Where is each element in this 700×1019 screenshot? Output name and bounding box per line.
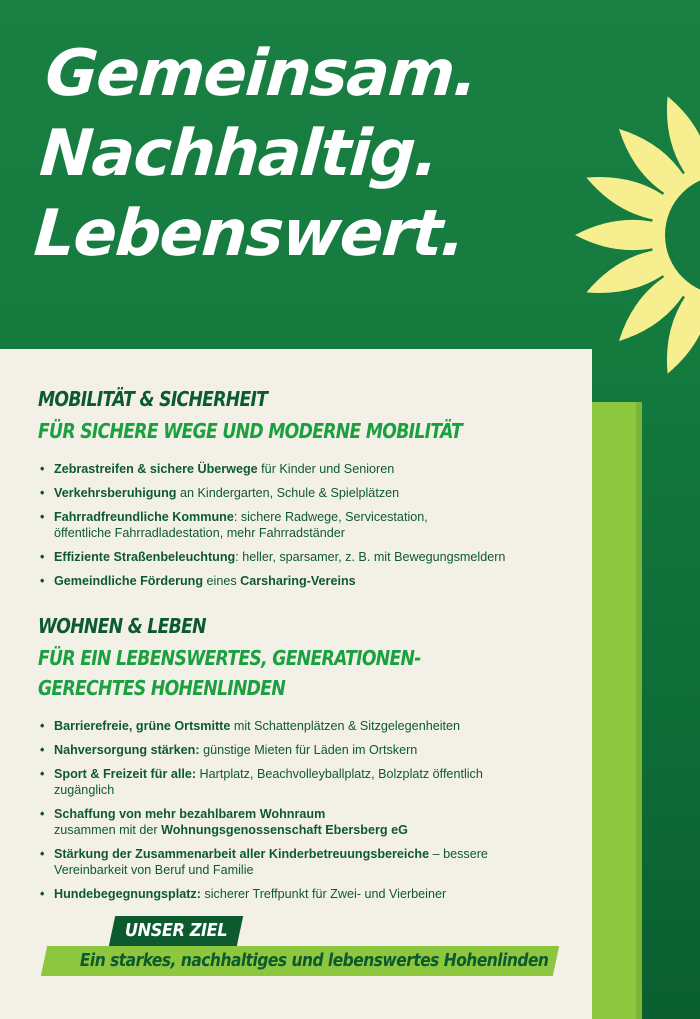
item-text: sicherer Treffpunkt für Zwei- und Vierbeiner xyxy=(200,887,447,901)
list-item xyxy=(38,806,568,838)
item-text: mit Schattenplätzen & Sitzgelegenheiten xyxy=(230,719,461,733)
item-text: Hartplatz, Beachvolleyballplatz, Bolzplatz öffentlich zugänglich xyxy=(54,767,483,797)
goal-text: Ein starkes, nachhaltiges und lebenswertes Hohenlinden xyxy=(79,950,549,971)
item-text: : sichere Radwege, Servicestation, öffentliche Fahrradladestation, mehr Fahrradständer xyxy=(54,510,428,540)
sunflower-logo-icon xyxy=(520,30,700,390)
list-item xyxy=(38,509,484,541)
item-bold: Gemeindliche Förderung xyxy=(54,574,204,588)
list-item xyxy=(38,886,568,902)
living-subtitle-1: FÜR EIN LEBENSWERTES, GENERATIONEN- xyxy=(38,646,421,670)
item-bold: Barrierefreie, grüne Ortsmitte xyxy=(54,719,231,733)
living-subtitle-2: GERECHTES HOHENLINDEN xyxy=(38,676,286,700)
goal-label-box xyxy=(109,916,243,946)
lime-accent-bar xyxy=(592,402,636,1019)
item-bold: Effiziente Straßenbeleuchtung xyxy=(54,550,236,564)
list-item xyxy=(38,718,568,734)
list-item xyxy=(38,461,568,477)
item-bold-2: Carsharing-Vereins xyxy=(240,574,356,588)
item-bold: Fahrradfreundliche Kommune xyxy=(54,510,234,524)
item-bold: Verkehrsberuhigung xyxy=(54,486,177,500)
item-text: an Kindergarten, Schule & Spielplätzen xyxy=(176,486,400,500)
item-text: für Kinder und Senioren xyxy=(257,462,395,476)
item-text: eines xyxy=(203,574,241,588)
item-bold: Schaffung von mehr bezahlbarem Wohnraum xyxy=(54,807,326,821)
item-bold: Zebrastreifen & sichere Überwege xyxy=(54,462,258,476)
list-item xyxy=(38,485,568,501)
item-bold: Hundebegegnungsplatz: xyxy=(54,887,201,901)
sunflower-petal xyxy=(575,220,664,250)
list-item xyxy=(38,573,568,589)
mobility-title: MOBILITÄT & SICHERHEIT xyxy=(38,387,268,411)
item-bold-2: Wohnungsgenossenschaft Ebersberg eG xyxy=(161,823,408,837)
list-item xyxy=(38,766,524,798)
living-list xyxy=(38,718,568,910)
headline-line-3: Lebenswert. xyxy=(31,197,467,271)
living-title: WOHNEN & LEBEN xyxy=(38,614,206,638)
item-text: : heller, sparsamer, z. B. mit Bewegungsmeldern xyxy=(235,550,506,564)
list-item xyxy=(38,549,568,565)
headline-line-1: Gemeinsam. xyxy=(43,37,479,111)
list-item xyxy=(38,846,524,878)
goal-label: UNSER ZIEL xyxy=(124,920,228,941)
item-bold: Nahversorgung stärken: xyxy=(54,743,200,757)
item-bold: Sport & Freizeit für alle: xyxy=(54,767,197,781)
mobility-list xyxy=(38,461,568,597)
item-text: – bessere Vereinbarkeit von Beruf und Familie xyxy=(54,847,488,877)
headline-line-2: Nachhaltig. xyxy=(37,117,440,191)
headline xyxy=(32,34,480,274)
list-item xyxy=(38,742,568,758)
item-text: günstige Mieten für Läden im Ortskern xyxy=(199,743,418,757)
item-bold: Stärkung der Zusammenarbeit aller Kinderbetreuungsbereiche xyxy=(54,847,430,861)
mobility-subtitle: FÜR SICHERE WEGE UND MODERNE MOBILITÄT xyxy=(38,419,463,443)
goal-banner xyxy=(41,946,559,976)
item-text: zusammen mit der xyxy=(54,823,162,837)
